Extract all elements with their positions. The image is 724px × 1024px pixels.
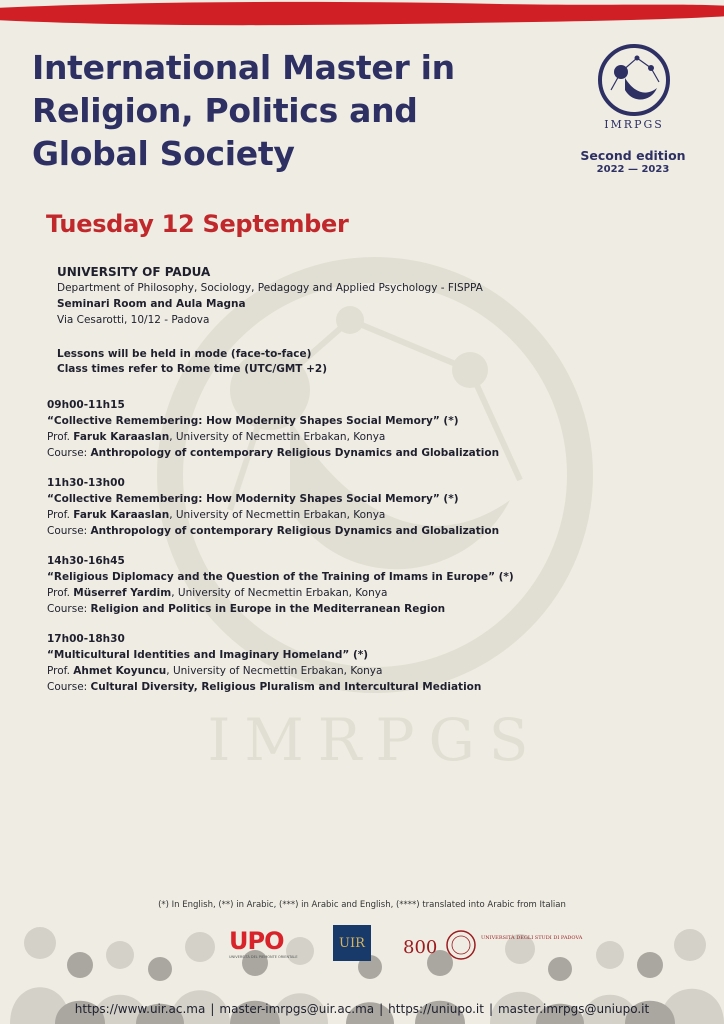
session-time: 17h00-18h30 bbox=[47, 633, 125, 645]
session-item bbox=[47, 553, 687, 617]
session-title: “Collective Remembering: How Modernity Shapes Social Memory” (*) bbox=[47, 415, 459, 427]
prof-name: Müserref Yardim bbox=[73, 587, 172, 599]
watermark-text: IMRPGS bbox=[207, 706, 543, 774]
uir-logo bbox=[333, 925, 371, 961]
session-item bbox=[47, 397, 687, 461]
course-prefix: Course: bbox=[47, 447, 91, 459]
session-lecturer bbox=[47, 507, 687, 523]
course-prefix: Course: bbox=[47, 525, 91, 537]
mode-note: Lessons will be held in mode (face-to-face) bbox=[57, 348, 312, 360]
course-name: Cultural Diversity, Religious Pluralism and Intercultural Mediation bbox=[90, 681, 482, 693]
sessions-list bbox=[47, 397, 687, 709]
link-separator: | bbox=[210, 1002, 215, 1016]
contact-links bbox=[0, 1002, 724, 1016]
session-course bbox=[47, 679, 687, 695]
link-uir-email[interactable]: master-imrpgs@uir.ac.ma bbox=[219, 1002, 375, 1016]
venue-block bbox=[57, 264, 483, 328]
link-uir-website[interactable]: https://www.uir.ac.ma bbox=[74, 1002, 206, 1016]
room-name: Seminari Room and Aula Magna bbox=[57, 298, 246, 310]
event-date: Tuesday 12 September bbox=[46, 210, 349, 238]
course-name: Anthropology of contemporary Religious Dynamics and Globalization bbox=[90, 447, 500, 459]
unipd-name: UNIVERSITÀ DEGLI STUDI DI PADOVA bbox=[481, 935, 583, 941]
unipd-800: 800 bbox=[403, 937, 438, 958]
prof-name: Ahmet Koyuncu bbox=[73, 665, 167, 677]
edition-label: Second edition bbox=[580, 148, 686, 163]
course-name: Religion and Politics in Europe in the Mediterranean Region bbox=[90, 603, 446, 615]
link-separator: | bbox=[379, 1002, 384, 1016]
language-footnote: (*) In English, (**) in Arabic, (***) in Arabic and English, (****) translated into Arabic from Italian bbox=[158, 900, 566, 910]
university-name: UNIVERSITY OF PADUA bbox=[57, 265, 211, 279]
unipd-logo bbox=[403, 929, 583, 961]
time-note: Class times refer to Rome time (UTC/GMT +2) bbox=[57, 363, 328, 375]
session-lecturer bbox=[47, 663, 687, 679]
session-title: “Religious Diplomacy and the Question of the Training of Imams in Europe” (*) bbox=[47, 571, 514, 583]
red-brush-stroke bbox=[0, 0, 724, 30]
title-line-2: Religion, Politics and bbox=[32, 91, 418, 130]
session-lecturer bbox=[47, 429, 687, 445]
partner-logos bbox=[225, 925, 583, 965]
course-name: Anthropology of contemporary Religious Dynamics and Globalization bbox=[90, 525, 500, 537]
department-name: Department of Philosophy, Sociology, Pedagogy and Applied Psychology - FISPPA bbox=[57, 282, 483, 294]
prof-prefix: Prof. bbox=[47, 665, 74, 677]
course-prefix: Course: bbox=[47, 681, 91, 693]
session-course bbox=[47, 601, 687, 617]
prof-prefix: Prof. bbox=[47, 431, 74, 443]
upo-logo-subtitle: UNIVERSITÀ DEL PIEMONTE ORIENTALE bbox=[229, 955, 298, 959]
logo-text: IMRPGS bbox=[604, 118, 664, 131]
edition-years: 2022 — 2023 bbox=[596, 164, 670, 175]
imrpgs-logo bbox=[588, 42, 680, 132]
prof-prefix: Prof. bbox=[47, 587, 74, 599]
program-title bbox=[32, 46, 492, 175]
link-uniupo-website[interactable]: https://uniupo.it bbox=[388, 1002, 484, 1016]
link-separator: | bbox=[488, 1002, 493, 1016]
prof-affiliation: , University of Necmettin Erbakan, Konya bbox=[169, 431, 386, 443]
session-item bbox=[47, 475, 687, 539]
session-time: 09h00-11h15 bbox=[47, 399, 125, 411]
prof-affiliation: , University of Necmettin Erbakan, Konya bbox=[171, 587, 388, 599]
prof-name: Faruk Karaaslan bbox=[73, 509, 170, 521]
session-time: 14h30-16h45 bbox=[47, 555, 125, 567]
lesson-notes bbox=[57, 347, 327, 377]
title-line-1: International Master in bbox=[32, 48, 455, 87]
prof-name: Faruk Karaaslan bbox=[73, 431, 170, 443]
prof-affiliation: , University of Necmettin Erbakan, Konya bbox=[166, 665, 383, 677]
session-time: 11h30-13h00 bbox=[47, 477, 125, 489]
logo-emblem-icon bbox=[591, 42, 677, 132]
upo-logo-text: UPO bbox=[229, 927, 284, 955]
session-item bbox=[47, 631, 687, 695]
prof-affiliation: , University of Necmettin Erbakan, Konya bbox=[169, 509, 386, 521]
venue-address: Via Cesarotti, 10/12 - Padova bbox=[57, 314, 210, 326]
session-title: “Collective Remembering: How Modernity Shapes Social Memory” (*) bbox=[47, 493, 459, 505]
session-course bbox=[47, 445, 687, 461]
uir-logo-text: UIR bbox=[339, 936, 365, 951]
course-prefix: Course: bbox=[47, 603, 91, 615]
title-line-3: Global Society bbox=[32, 134, 295, 173]
prof-prefix: Prof. bbox=[47, 509, 74, 521]
upo-logo bbox=[229, 927, 299, 959]
session-lecturer bbox=[47, 585, 687, 601]
session-course bbox=[47, 523, 687, 539]
edition-info bbox=[575, 148, 691, 176]
session-title: “Multicultural Identities and Imaginary Homeland” (*) bbox=[47, 649, 369, 661]
link-uniupo-email[interactable]: master.imrpgs@uniupo.it bbox=[497, 1002, 650, 1016]
